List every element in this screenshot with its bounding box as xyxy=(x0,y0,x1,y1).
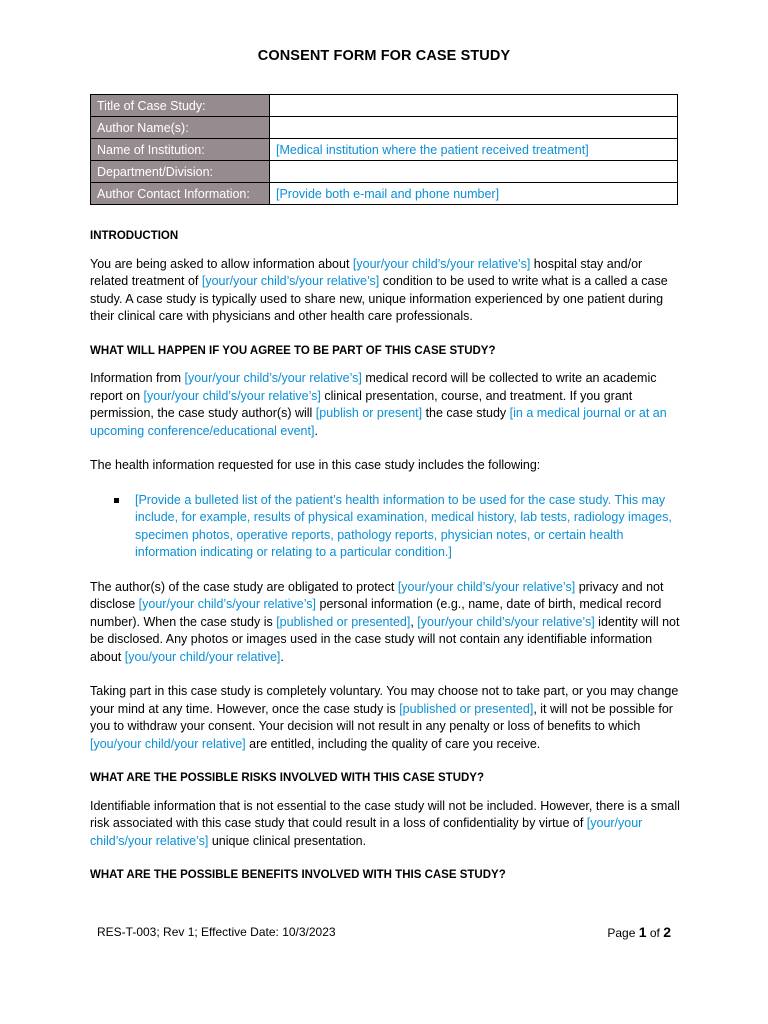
page-number: Page 1 of 2 xyxy=(607,924,671,940)
row-label-institution: Name of Institution: xyxy=(91,139,270,161)
table-row xyxy=(91,95,678,117)
list-item: [Provide a bulleted list of the patient’s health information to be used for the case study. This may include, for example, results of physical examination, medical history, lab tests, radiology images, specimen photos, operative reports, pathology reports, physician notes, or certain health information indicating or relating to a particular condition.] xyxy=(135,492,682,562)
case-study-title-field[interactable] xyxy=(270,95,678,117)
paragraph-voluntary: Taking part in this case study is completely voluntary. You may choose not to take part, or you may change your mind at any time. However, once the case study is [published or presented], it will not be possible for you to withdraw your consent. Your decision will not result in any penalty or loss of benefits to which [you/your child/your relative] are entitled, including the quality of care you receive. xyxy=(90,684,679,751)
department-field[interactable] xyxy=(270,161,678,183)
table-row xyxy=(91,139,678,161)
section-heading-benefits: WHAT ARE THE POSSIBLE BENEFITS INVOLVED WITH THIS CASE STUDY? xyxy=(90,869,506,881)
institution-field[interactable]: [Medical institution where the patient received treatment] xyxy=(270,139,678,161)
row-label-department: Department/Division: xyxy=(91,161,270,183)
table-row xyxy=(91,117,678,139)
section-heading-risks: WHAT ARE THE POSSIBLE RISKS INVOLVED WITH THIS CASE STUDY? xyxy=(90,772,484,784)
page-title: CONSENT FORM FOR CASE STUDY xyxy=(257,48,511,64)
section-heading-what-will-happen: WHAT WILL HAPPEN IF YOU AGREE TO BE PART OF THIS CASE STUDY? xyxy=(90,344,496,357)
document-body xyxy=(90,228,682,895)
paragraph-introduction: You are being asked to allow information about [your/your child’s/your relative’s] hospital stay and/or related treatment of [your/your child’s/your relative’s] condition to be used to write what is a called a case study. A case study is typically used to share new, unique information experienced by one patient during their clinical care with physicians and other health care professionals. xyxy=(90,256,668,323)
section-heading-introduction: INTRODUCTION xyxy=(90,230,179,242)
document-id-footer: RES-T-003; Rev 1; Effective Date: 10/3/2023 xyxy=(97,925,336,939)
table-row xyxy=(91,161,678,183)
paragraph-privacy: The author(s) of the case study are obligated to protect [your/your child’s/your relative’s] privacy and not disclose [your/your child’s/your relative’s] personal information (e.g., name, date of birth, medical record number). When the case study is [published or presented], [your/your child’s/your relative’s] identity will not be disclosed. Any photos or images used in the case study will not contain any identifiable information about [you/your child/your relative]. xyxy=(90,579,680,664)
paragraph-health-information: The health information requested for use in this case study includes the following: xyxy=(90,458,541,472)
author-names-field[interactable] xyxy=(270,117,678,139)
contact-info-field[interactable]: [Provide both e-mail and phone number] xyxy=(270,183,678,205)
row-label-contact: Author Contact Information: xyxy=(91,183,270,205)
table-row xyxy=(91,183,678,205)
case-study-info-table xyxy=(90,94,678,205)
health-information-list xyxy=(90,492,682,562)
row-label-authors: Author Name(s): xyxy=(91,117,270,139)
paragraph-risks: Identifiable information that is not essential to the case study will not be included. However, there is a small risk associated with this case study that could result in a loss of confidentiality by virtue of [your/your child’s/your relative’s] unique clinical presentation. xyxy=(90,798,680,848)
paragraph-what-will-happen: Information from [your/your child’s/your relative’s] medical record will be collected to write an academic report on [your/your child’s/your relative’s] clinical presentation, course, and treatment. If you grant permission, the case study author(s) will [publish or present] the case study [in a medical journal or at an upcoming conference/educational event]. xyxy=(90,371,667,438)
row-label-title: Title of Case Study: xyxy=(91,95,270,117)
